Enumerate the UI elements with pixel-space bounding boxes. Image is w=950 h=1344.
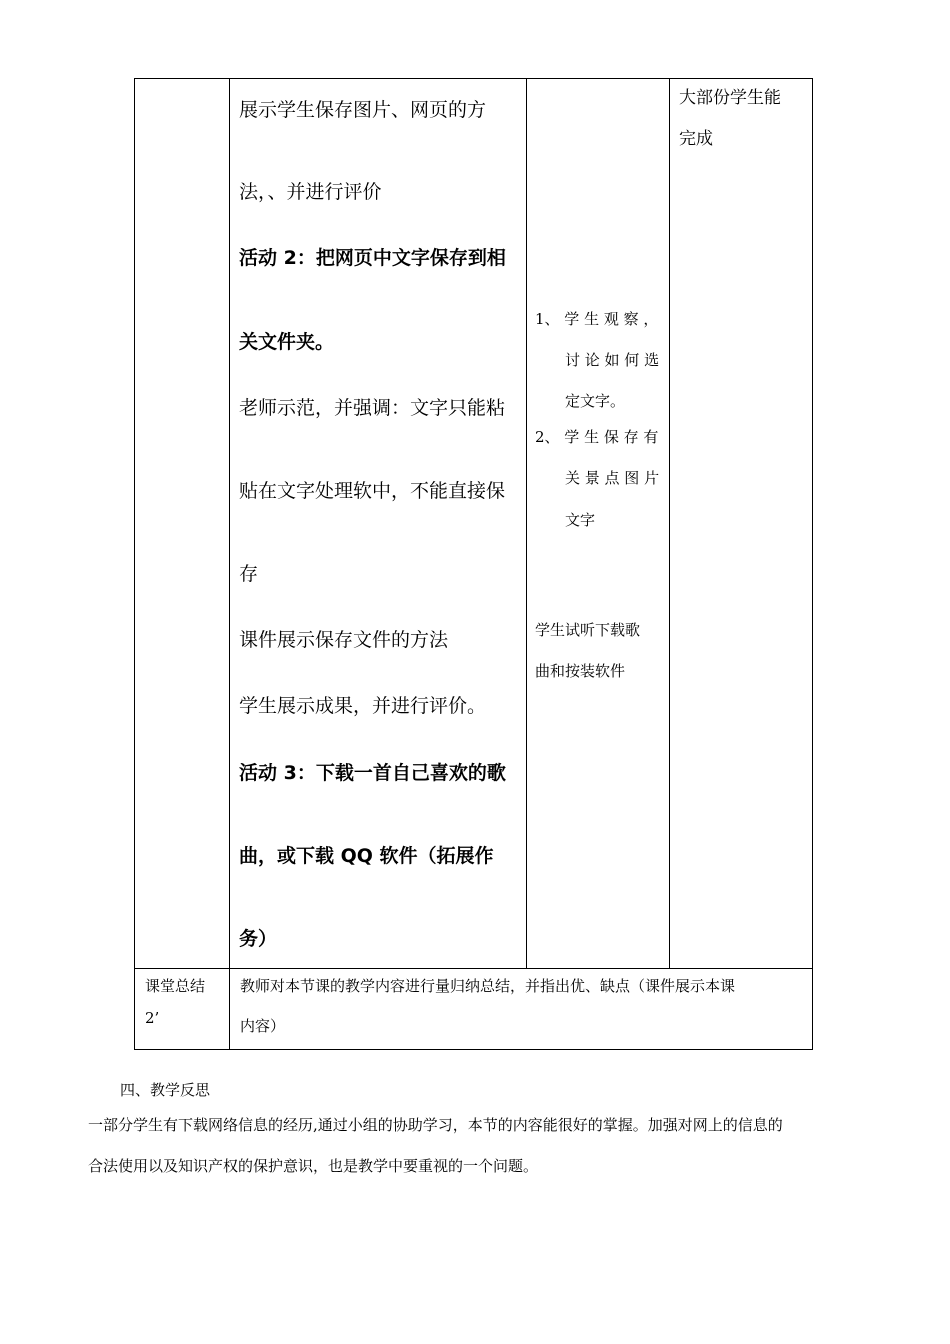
student-activity-line: 文字 [565,511,596,529]
activity-line: 学生展示成果，并进行评价。 [239,695,487,717]
lesson-plan-table [134,78,813,1050]
student-activity-line: 学生试听下载歌 [535,621,641,639]
activity-heading: 曲，或下载 QQ 软件（拓展作 [239,845,494,867]
evaluation-line: 大部份学生能 [679,88,781,108]
student-activity-line: 曲和按装软件 [535,662,626,680]
reflection-paragraph-line: 一部分学生有下载网络信息的经历,通过小组的协助学习，本节的内容能很好的掌握。加强对网上的信息的 [88,1116,783,1134]
activity-line: 存 [239,563,259,585]
column-divider [526,79,527,968]
student-activity-line: 2、 学 生 保 存 有 [535,428,659,446]
summary-duration: 2’ [145,1009,160,1027]
student-activity-line: 定文字。 [565,392,626,410]
activity-heading: 务） [239,928,278,950]
evaluation-line: 完成 [679,129,713,149]
reflection-paragraph-line: 合法使用以及知识产权的保护意识，也是教学中要重视的一个问题。 [88,1157,539,1175]
column-divider [669,79,670,968]
activity-line: 老师示范，并强调：文字只能粘 [239,397,506,419]
row-divider [135,968,812,969]
summary-label: 课堂总结 [145,977,206,995]
column-divider [229,79,230,1049]
activity-heading: 活动 3：下载一首自己喜欢的歌 [239,762,506,784]
activity-line: 展示学生保存图片、网页的方 [239,99,487,121]
activity-heading: 活动 2：把网页中文字保存到相 [239,247,506,269]
student-activity-line: 讨 论 如 何 选 [565,351,660,369]
summary-content: 教师对本节课的教学内容进行量归纳总结，并指出优、缺点（课件展示本课 [240,977,736,995]
activity-line: 法，、并进行评价 [239,181,382,203]
section-heading: 四、教学反思 [120,1081,211,1099]
activity-line: 贴在文字处理软中，不能直接保 [239,480,506,502]
activity-line: 课件展示保存文件的方法 [239,629,449,651]
activity-heading: 关文件夹。 [239,331,335,353]
student-activity-line: 1、 学 生 观 察 ， [535,310,659,328]
summary-content: 内容） [240,1017,286,1035]
student-activity-line: 关 景 点 图 片 [565,469,660,487]
